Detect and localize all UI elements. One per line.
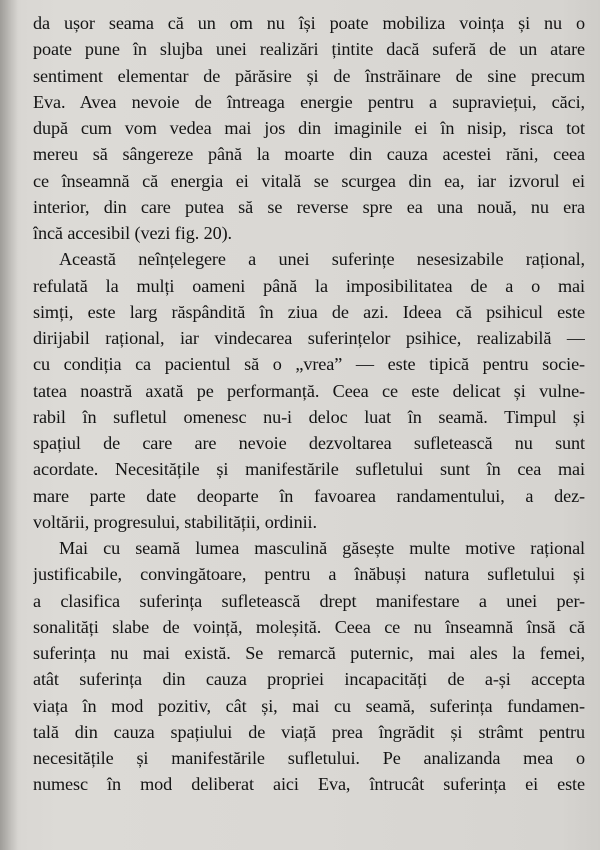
text-line: Eva. Avea nevoie de întreaga energie pentru a supraviețui, căci,: [33, 91, 585, 112]
text-line: poate pune în slujba unei realizări țintite dacă suferă de un atare: [33, 39, 585, 60]
text-line: încă accesibil (vezi fig. 20).: [33, 223, 232, 243]
text-line: atât suferința din cauza propriei incapacități de a-și accepta: [33, 669, 585, 690]
text-line: cu condiția ca pacientul să o „vrea” — este tipică pentru socie-: [33, 354, 585, 375]
page-gutter-shadow: [0, 0, 18, 850]
text-line: după cum vom vedea mai jos din imaginile ei în nisip, risca tot: [33, 118, 585, 138]
paragraph-first-line: Mai cu seamă lumea masculină găsește multe motive rațional: [59, 538, 585, 558]
text-line: ce înseamnă că energia ei vitală se scurgea din ea, iar izvorul ei: [33, 170, 585, 191]
text-line: a clasifica suferința sufletească drept manifestare a unei per-: [33, 590, 585, 611]
text-line: refulată la mulți oameni până la imposibilitatea de a o mai: [33, 275, 585, 296]
paragraph-first-line: Această neînțelegere a unei suferințe nesesizabile rațional,: [59, 249, 585, 270]
text-line: viața în mod pozitiv, cât și, mai cu seamă, suferința fundamen-: [33, 695, 585, 716]
text-line: tatea noastră axată pe performanță. Ceea ce este delicat și vulne-: [33, 380, 585, 401]
text-line: sonalități slabe de voință, moleșită. Ceea ce nu înseamnă însă că: [33, 616, 585, 637]
text-line: dirijabil rațional, iar vindecarea suferințelor psihice, realizabilă —: [33, 328, 585, 348]
text-line: rabil în sufletul omenesc nu-i deloc luat în seamă. Timpul și: [33, 406, 585, 427]
text-line: spațiul de care are nevoie dezvoltarea sufletească nu sunt: [33, 433, 585, 453]
text-line: numesc în mod deliberat aici Eva, întrucât suferința ei este: [33, 774, 585, 795]
text-line: justificabile, convingătoare, pentru a înăbuși natura sufletului și: [33, 564, 585, 585]
text-line: sentiment elementar de părăsire și de înstrăinare de sine precum: [33, 65, 585, 86]
text-line: necesitățile și manifestările sufletului. Pe analizanda mea o: [33, 748, 585, 768]
text-line: voltării, progresului, stabilității, ordinii.: [33, 511, 317, 532]
text-line: simți, este larg răspândită în ziua de azi. Ideea că psihicul este: [33, 301, 585, 322]
text-line: mereu să sângereze până la moarte din cauza acestei răni, ceea: [33, 144, 585, 165]
text-line: interior, din care putea să se reverse spre ea una nouă, nu era: [33, 196, 585, 217]
text-line: suferința nu mai există. Se remarcă puternic, mai ales la femei,: [33, 643, 585, 663]
text-line: acordate. Necesitățile și manifestările sufletului sunt în cea mai: [33, 459, 585, 480]
body-text: [33, 10, 585, 798]
text-line: tală din cauza spațiului de viață prea îngrădit și strâmt pentru: [33, 721, 585, 742]
text-line: mare parte date deoparte în favoarea randamentului, a dez-: [33, 485, 585, 506]
text-line: da ușor seama că un om nu își poate mobiliza voința și nu o: [33, 13, 585, 33]
